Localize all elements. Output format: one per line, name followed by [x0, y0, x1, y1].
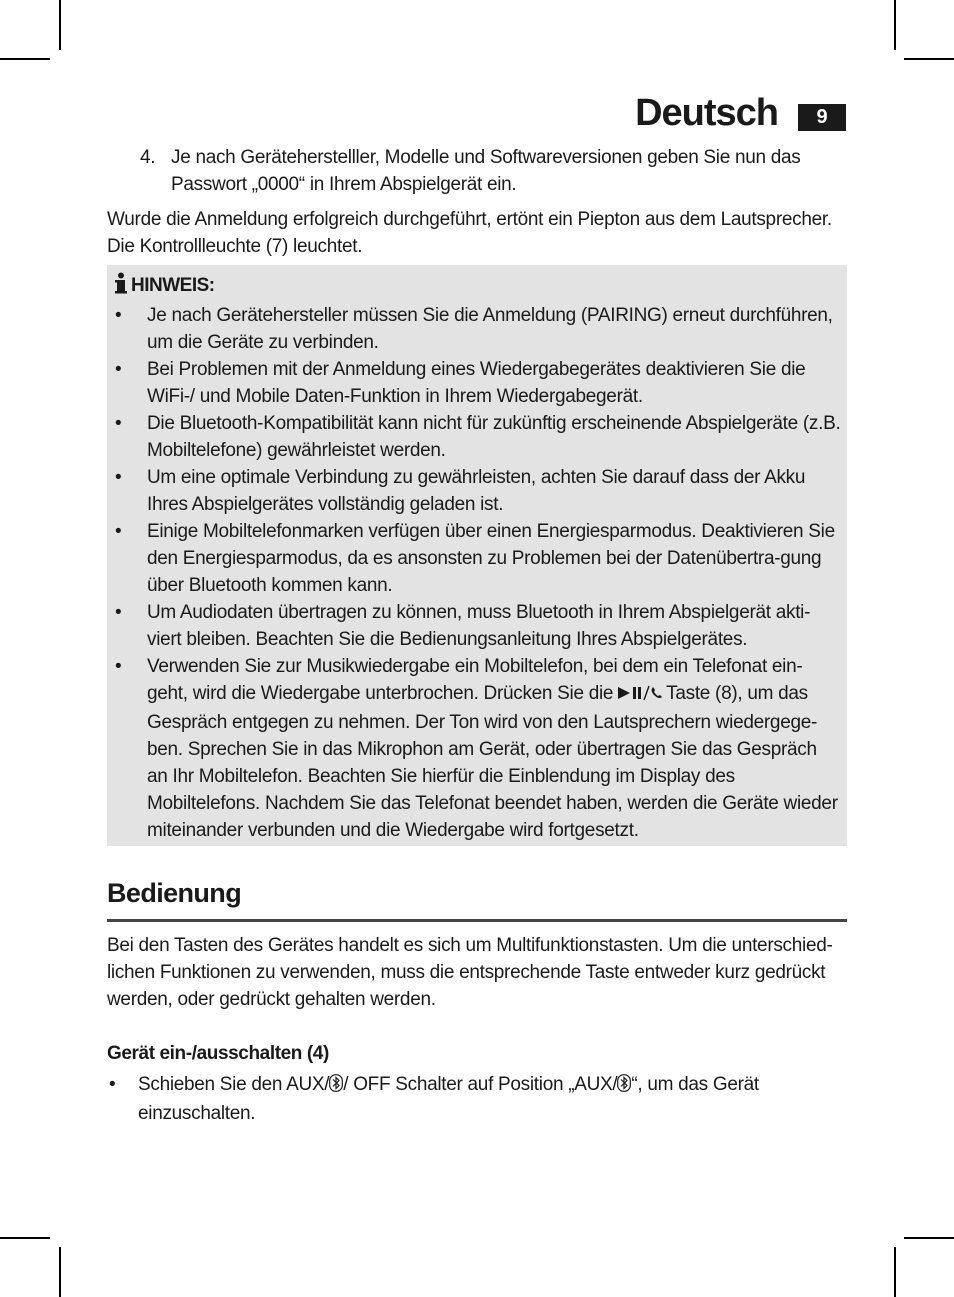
bullet: • [109, 1074, 116, 1095]
bluetooth-icon [617, 1073, 631, 1100]
note-list [107, 302, 847, 844]
step-number: 4. [140, 147, 156, 168]
play-pause-phone-icon [618, 682, 666, 709]
list-item [107, 302, 847, 356]
list-item [107, 518, 847, 599]
list-item [107, 1071, 847, 1127]
paragraph: Wurde die Anmeldung erfolgreich durchgeführt, ertönt ein Piepton aus dem Lautsprecher. Die Kontrollleuchte (7) leuchtet. [107, 209, 832, 257]
list-item-text: Um Audiodaten übertragen zu können, muss Bluetooth in Ihrem Abspielgerät akti-viert bleiben. Beachten Sie die Bedienungsanleitung Ihres Abspielgerätes. [147, 602, 811, 650]
list-item-text: Um eine optimale Verbindung zu gewährleisten, achten Sie darauf dass der Akku Ihres Abspielgerätes vollständig geladen ist. [147, 467, 806, 515]
list-item [107, 599, 847, 653]
crop-mark [894, 0, 896, 50]
list-item [107, 356, 847, 410]
list-item-text: / OFF Schalter auf Position „AUX/ [343, 1074, 618, 1095]
bluetooth-icon [329, 1073, 343, 1100]
crop-mark [0, 58, 50, 60]
crop-mark [59, 1247, 61, 1297]
bullet: • [115, 602, 122, 623]
paragraph: Bei den Tasten des Gerätes handelt es sich um Multifunktionstasten. Um die unterschied-lichen Funktionen zu verwenden, muss die entsprechende Taste entweder kurz gedrückt werden, oder gedrückt gehalten werden. [107, 935, 833, 1010]
list-item-text: Schieben Sie den AUX/ [138, 1074, 330, 1095]
section-divider [107, 919, 847, 922]
bullet: • [115, 656, 122, 677]
bullet: • [115, 305, 122, 326]
bullet: • [115, 521, 122, 542]
list-item-text: Taste (8), um das Gespräch entgegen zu nehmen. Der Ton wird von den Lautsprechern wiedergege-ben. Sprechen Sie in das Mikrophon am Gerät, oder übertragen Sie das Gespräch an Ihr Mobiltelefon. Beachten Sie hierfür die Einblendung im Display des Mobiltelefons. Nachdem Sie das Telefonat beendet haben, werden die Geräte wieder miteinander verbunden und die Wiedergabe wird fortgesetzt. [147, 683, 838, 841]
list-item [107, 653, 847, 844]
list-item [107, 464, 847, 518]
crop-mark [0, 1237, 50, 1239]
list-item-text: Die Bluetooth-Kompatibilität kann nicht für zukünftig erscheinende Abspielgeräte (z.B. Mobiltelefone) gewährleistet werden. [147, 413, 841, 461]
subsection-heading: Gerät ein-/ausschalten (4) [107, 1043, 329, 1064]
page-title: Deutsch [635, 92, 778, 134]
note-heading-label: HINWEIS: [131, 275, 215, 296]
crop-mark [904, 58, 954, 60]
bullet: • [115, 359, 122, 380]
step-item [140, 144, 840, 198]
bullet: • [115, 467, 122, 488]
page-number-badge: 9 [798, 104, 846, 131]
bullet: • [115, 413, 122, 434]
list-item-text: Einige Mobiltelefonmarken verfügen über einen Energiesparmodus. Deaktivieren Sie den Energiesparmodus, da es ansonsten zu Problemen bei der Datenübertra-gung über Bluetooth kommen kann. [147, 521, 835, 596]
list-item [107, 410, 847, 464]
list-item-text: Je nach Gerätehersteller müssen Sie die Anmeldung (PAIRING) erneut durchführen, um die Geräte zu verbinden. [147, 305, 833, 353]
crop-mark [894, 1247, 896, 1297]
section-title: Bedienung [107, 878, 242, 908]
instruction-list [107, 1071, 847, 1127]
crop-mark [59, 0, 61, 50]
step-text: Je nach Geräteherstelller, Modelle und Softwareversionen geben Sie nun das Passwort „0000“ in Ihrem Abspielgerät ein. [171, 147, 801, 195]
list-item-text: “, um das Gerät einzuschalten. [138, 1074, 759, 1124]
note-heading [114, 272, 215, 302]
info-icon [114, 272, 128, 302]
crop-mark [904, 1237, 954, 1239]
list-item-text: Bei Problemen mit der Anmeldung eines Wiedergabegerätes deaktivieren Sie die WiFi-/ und Mobile Daten-Funktion in Ihrem Wiedergabegerät. [147, 359, 806, 407]
list-item-text: Verwenden Sie zur Musikwiedergabe ein Mobiltelefon, bei dem ein Telefonat ein-geht, wird die Wiedergabe unterbrochen. Drücken Sie die [147, 656, 803, 704]
